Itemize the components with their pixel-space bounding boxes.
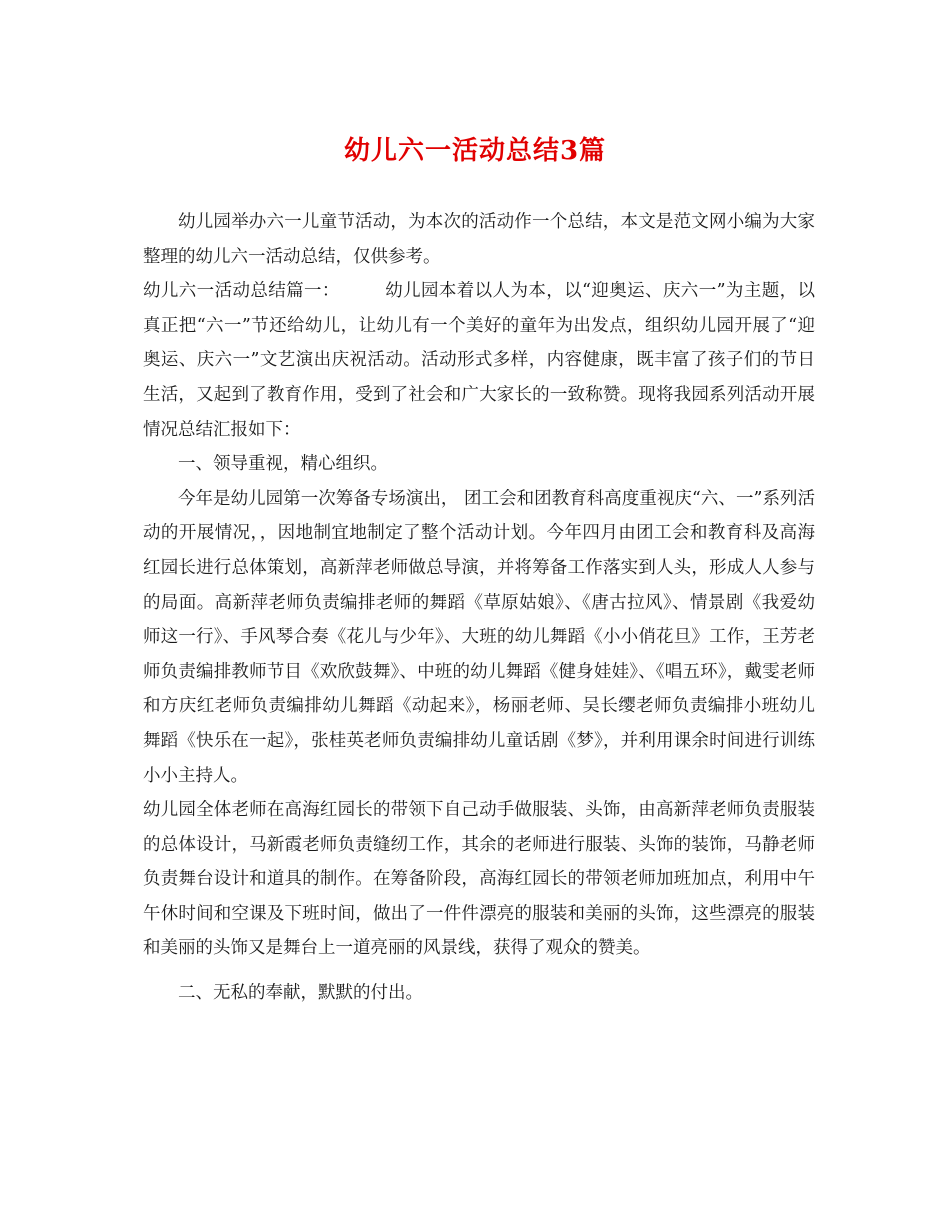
paragraph-two: 幼儿园全体老师在高海红园长的带领下自己动手做服装、头饰，由高新萍老师负责服装的总体设计，马新霞老师负责缝纫工作，其余的老师进行服装、头饰的装饰，马静老师负责舞台设计和道具的制作。在筹备阶段，高海红园长的带领老师加班加点，利用中午午休时间和空课及下班时间，做出了一件件漂亮的服装和美丽的头饰，这些漂亮的服装和美丽的头饰又是舞台上一道亮丽的风景线，获得了观众的赞美。 xyxy=(143,800,815,959)
heading-two: 二、无私的奉献，默默的付出。 xyxy=(178,983,423,1004)
intro-paragraph: 幼儿园举办六一儿童节活动，为本次的活动作一个总结，本文是范文网小编为大家整理的幼儿六一活动总结，仅供参考。 xyxy=(143,212,815,267)
section-one-paragraph xyxy=(143,274,815,447)
heading-one: 一、领导重视，精心组织。 xyxy=(178,454,388,475)
document-body xyxy=(143,205,815,1011)
document-title: 幼儿六一活动总结3篇 xyxy=(343,136,607,166)
section-intro-text: 幼儿园本着以人为本，以“迎奥运、庆六一”为主题，以真正把“六一”节还给幼儿，让幼儿有一个美好的童年为出发点，组织幼儿园开展了“迎奥运、庆六一”文艺演出庆祝活动。活动形式多样，内容健康，既丰富了孩子们的节日生活，又起到了教育作用，受到了社会和广大家长的一致称赞。现将我园系列活动开展情况总结汇报如下： xyxy=(143,281,815,440)
paragraph-one: 今年是幼儿园第一次筹备专场演出， 团工会和团教育科高度重视庆“六、一”系列活动的开展情况，，因地制宜地制定了整个活动计划。今年四月由团工会和教育科及高海红园长进行总体策划，高新萍老师做总导演，并将筹备工作落实到人头，形成人人参与的局面。高新萍老师负责编排老师的舞蹈《草原姑娘》、《唐古拉风》、情景剧《我爱幼师这一行》、手风琴合奏《花儿与少年》、大班的幼儿舞蹈《小小俏花旦》工作，王芳老师负责编排教师节目《欢欣鼓舞》、中班的幼儿舞蹈《健身娃娃》、《唱五环》，戴雯老师和方庆红老师负责编排幼儿舞蹈《动起来》，杨丽老师、吴长缨老师负责编排小班幼儿舞蹈《快乐在一起》，张桂英老师负责编排幼儿童话剧《梦》，并利用课余时间进行训练小小主持人。 xyxy=(143,488,815,786)
section-label: 幼儿六一活动总结篇一： xyxy=(143,281,340,302)
